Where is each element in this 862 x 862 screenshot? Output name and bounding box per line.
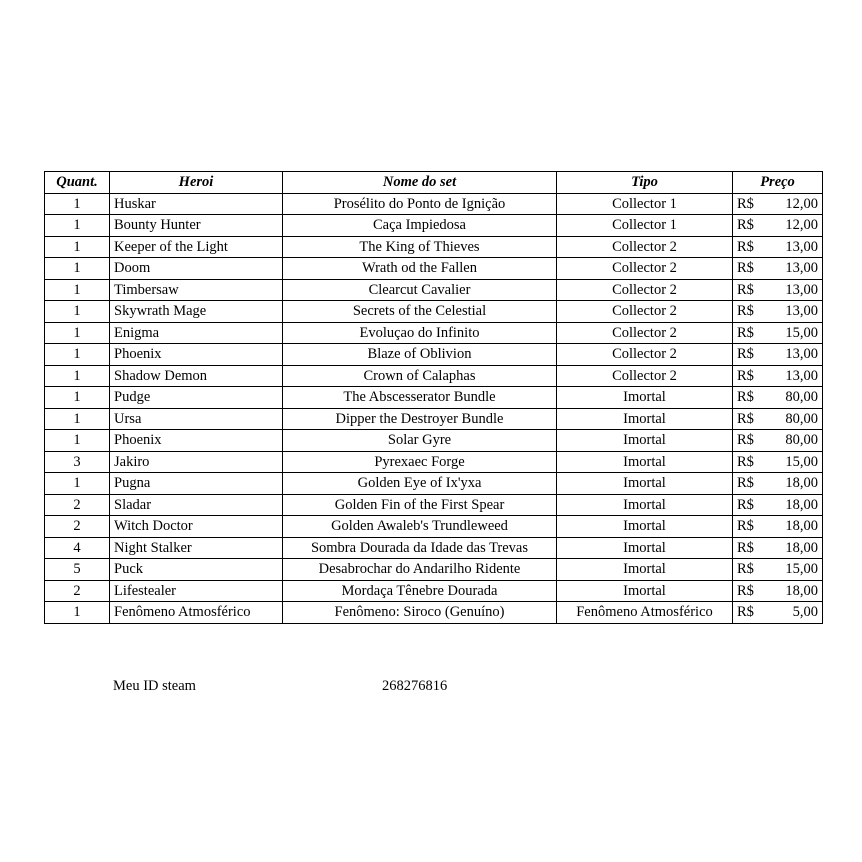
cell-hero: Phoenix [110,344,283,366]
price-currency: R$ [737,303,754,319]
cell-quantity: 1 [45,473,110,495]
price-amount: 80,00 [785,389,818,405]
cell-type: Imortal [557,408,733,430]
price-amount: 13,00 [785,281,818,298]
cell-price [733,602,823,624]
cell-price [733,365,823,387]
table-row [45,559,823,581]
cell-type: Imortal [557,451,733,473]
cell-type: Collector 1 [557,193,733,215]
cell-type: Imortal [557,387,733,409]
table-row [45,494,823,516]
cell-hero: Huskar [110,193,283,215]
cell-set-name: Golden Awaleb's Trundleweed [283,516,557,538]
cell-hero: Lifestealer [110,580,283,602]
cell-hero: Night Stalker [110,537,283,559]
cell-quantity: 1 [45,408,110,430]
cell-hero: Phoenix [110,430,283,452]
cell-hero: Pugna [110,473,283,495]
price-currency: R$ [737,324,754,341]
cell-quantity: 1 [45,279,110,301]
price-currency: R$ [737,496,754,513]
table-row [45,408,823,430]
price-currency: R$ [737,367,754,384]
cell-quantity: 1 [45,258,110,280]
table-row [45,258,823,280]
price-amount: 80,00 [785,432,818,448]
cell-type: Imortal [557,559,733,581]
cell-hero: Witch Doctor [110,516,283,538]
table-row [45,365,823,387]
price-amount: 13,00 [785,346,818,362]
price-currency: R$ [737,475,754,491]
cell-hero: Puck [110,559,283,581]
cell-set-name: Sombra Dourada da Idade das Trevas [283,537,557,559]
cell-type: Collector 2 [557,365,733,387]
header-row [45,172,823,194]
cell-set-name: Golden Fin of the First Spear [283,494,557,516]
cell-price [733,236,823,258]
cell-type: Imortal [557,430,733,452]
cell-quantity: 2 [45,494,110,516]
cell-set-name: Mordaça Tênebre Dourada [283,580,557,602]
price-currency: R$ [737,539,754,556]
price-amount: 18,00 [785,518,818,534]
table-row [45,473,823,495]
price-amount: 15,00 [785,324,818,341]
cell-hero: Enigma [110,322,283,344]
cell-price [733,387,823,409]
cell-price [733,193,823,215]
cell-type: Collector 2 [557,258,733,280]
price-amount: 5,00 [792,604,818,620]
items-table [44,171,823,624]
cell-quantity: 1 [45,301,110,323]
cell-price [733,344,823,366]
cell-type: Imortal [557,516,733,538]
table-row [45,537,823,559]
table-row [45,322,823,344]
header-type: Tipo [557,172,733,194]
price-amount: 80,00 [785,410,818,427]
price-amount: 18,00 [785,496,818,513]
cell-type: Imortal [557,580,733,602]
cell-set-name: Pyrexaec Forge [283,451,557,473]
price-amount: 12,00 [785,195,818,212]
cell-hero: Keeper of the Light [110,236,283,258]
price-amount: 18,00 [785,582,818,599]
cell-hero: Bounty Hunter [110,215,283,237]
price-currency: R$ [737,453,754,470]
cell-set-name: Clearcut Cavalier [283,279,557,301]
cell-price [733,258,823,280]
cell-set-name: Golden Eye of Ix'yxa [283,473,557,495]
cell-set-name: Blaze of Oblivion [283,344,557,366]
cell-quantity: 2 [45,580,110,602]
cell-price [733,451,823,473]
cell-set-name: The Abscesserator Bundle [283,387,557,409]
price-amount: 13,00 [785,303,818,319]
table-row [45,193,823,215]
price-currency: R$ [737,410,754,427]
cell-set-name: Solar Gyre [283,430,557,452]
cell-quantity: 1 [45,193,110,215]
price-amount: 15,00 [785,561,818,577]
cell-quantity: 1 [45,430,110,452]
cell-hero: Shadow Demon [110,365,283,387]
cell-type: Collector 1 [557,215,733,237]
cell-set-name: Wrath od the Fallen [283,258,557,280]
cell-quantity: 1 [45,365,110,387]
table-row [45,236,823,258]
cell-set-name: Caça Impiedosa [283,215,557,237]
cell-price [733,408,823,430]
cell-quantity: 1 [45,215,110,237]
table-row [45,301,823,323]
cell-set-name: Prosélito do Ponto de Ignição [283,193,557,215]
cell-hero: Pudge [110,387,283,409]
cell-quantity: 2 [45,516,110,538]
price-currency: R$ [737,346,754,362]
table-row [45,215,823,237]
cell-type: Collector 2 [557,236,733,258]
cell-quantity: 1 [45,387,110,409]
price-amount: 13,00 [785,238,818,255]
cell-hero: Skywrath Mage [110,301,283,323]
cell-quantity: 1 [45,236,110,258]
table-row [45,430,823,452]
table-row [45,279,823,301]
cell-hero: Sladar [110,494,283,516]
cell-price [733,580,823,602]
table-row [45,387,823,409]
cell-price [733,537,823,559]
price-amount: 13,00 [785,367,818,384]
cell-type: Collector 2 [557,322,733,344]
cell-hero: Doom [110,258,283,280]
cell-hero: Fenômeno Atmosférico [110,602,283,624]
price-amount: 18,00 [785,539,818,556]
cell-type: Imortal [557,473,733,495]
price-currency: R$ [737,582,754,599]
cell-quantity: 1 [45,344,110,366]
cell-quantity: 3 [45,451,110,473]
header-quantity: Quant. [45,172,110,194]
price-currency: R$ [737,389,754,405]
price-currency: R$ [737,238,754,255]
header-hero: Heroi [110,172,283,194]
cell-quantity: 1 [45,322,110,344]
price-amount: 13,00 [785,260,818,276]
cell-type: Collector 2 [557,279,733,301]
cell-price [733,301,823,323]
price-amount: 12,00 [785,217,818,233]
cell-set-name: The King of Thieves [283,236,557,258]
cell-type: Collector 2 [557,344,733,366]
cell-type: Fenômeno Atmosférico [557,602,733,624]
table-row [45,344,823,366]
cell-set-name: Crown of Calaphas [283,365,557,387]
cell-price [733,430,823,452]
table-row [45,451,823,473]
cell-price [733,494,823,516]
price-currency: R$ [737,604,754,620]
steam-id-value: 268276816 [382,678,448,694]
cell-hero: Ursa [110,408,283,430]
cell-quantity: 4 [45,537,110,559]
steam-id-label: Meu ID steam [113,678,196,694]
table-row [45,516,823,538]
header-set-name: Nome do set [283,172,557,194]
cell-price [733,516,823,538]
cell-price [733,559,823,581]
price-amount: 18,00 [785,475,818,491]
table-row [45,580,823,602]
price-amount: 15,00 [785,453,818,470]
cell-quantity: 5 [45,559,110,581]
cell-set-name: Desabrochar do Andarilho Ridente [283,559,557,581]
cell-hero: Timbersaw [110,279,283,301]
cell-price [733,473,823,495]
price-currency: R$ [737,195,754,212]
cell-set-name: Fenômeno: Siroco (Genuíno) [283,602,557,624]
price-currency: R$ [737,281,754,298]
price-currency: R$ [737,518,754,534]
header-price: Preço [733,172,823,194]
table-row [45,602,823,624]
price-currency: R$ [737,260,754,276]
cell-type: Collector 2 [557,301,733,323]
price-currency: R$ [737,561,754,577]
cell-price [733,279,823,301]
cell-hero: Jakiro [110,451,283,473]
cell-set-name: Secrets of the Celestial [283,301,557,323]
cell-price [733,215,823,237]
table-body [45,193,823,623]
cell-set-name: Dipper the Destroyer Bundle [283,408,557,430]
cell-type: Imortal [557,494,733,516]
cell-type: Imortal [557,537,733,559]
cell-set-name: Evoluçao do Infinito [283,322,557,344]
cell-quantity: 1 [45,602,110,624]
cell-price [733,322,823,344]
price-currency: R$ [737,217,754,233]
price-currency: R$ [737,432,754,448]
